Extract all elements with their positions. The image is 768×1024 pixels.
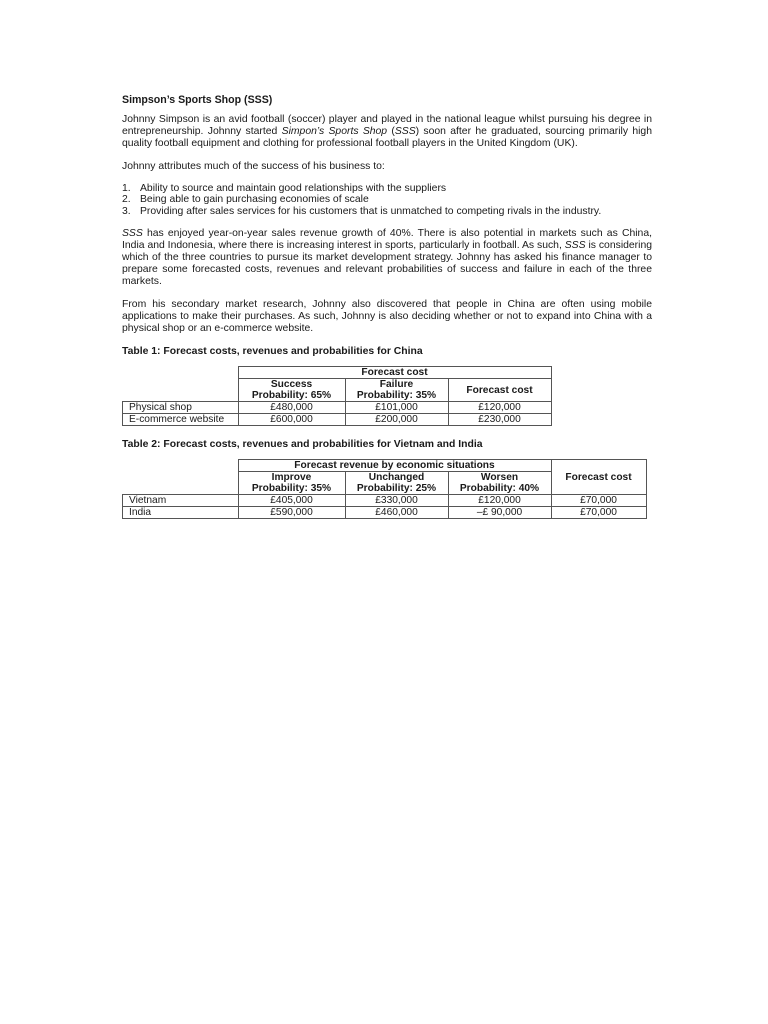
cell-value: £70,000 bbox=[551, 507, 646, 519]
cell-value: £200,000 bbox=[345, 414, 448, 426]
growth-paragraph bbox=[122, 228, 652, 289]
list-item: 3. Providing after sales services for his customers that is unmatched to competing rivals in the industry. bbox=[122, 206, 602, 217]
china-forecast-table bbox=[122, 366, 552, 426]
success-factors-intro: Johnny attributes much of the success of his business to: bbox=[122, 160, 385, 172]
cell-value: £405,000 bbox=[238, 495, 345, 507]
table-header-row bbox=[123, 460, 647, 472]
intro-shop-abbrev: SSS bbox=[394, 126, 416, 138]
intro-text-1: Johnny Simpson is an avid football (soccer) player and played in the national league whilst pursuing his degree in entrepreneurship. Johnny started bbox=[122, 114, 652, 138]
growth-text-1: has enjoyed year-on-year sales revenue growth of 40%. There is also potential in markets such as China, India and Indonesia, where there is increasing interest in sports, particularly in football. As such, bbox=[122, 227, 652, 251]
cell-value: £70,000 bbox=[551, 495, 646, 507]
row-label: Physical shop bbox=[123, 402, 239, 414]
cell-value: £120,000 bbox=[448, 495, 551, 507]
list-item: 2. Being able to gain purchasing economies of scale bbox=[122, 194, 369, 206]
intro-paragraph bbox=[122, 114, 652, 151]
cell-value: £230,000 bbox=[448, 414, 551, 426]
cell-value: £120,000 bbox=[448, 402, 551, 414]
growth-abbrev-1: SSS bbox=[122, 227, 143, 239]
intro-text-2: ( bbox=[387, 126, 395, 138]
row-label: Vietnam bbox=[123, 495, 239, 507]
growth-text-2: is considering which of the three countries to pursue its market development strategy. Johnny has asked his finance manager to prepare some forecasted costs, revenues and relevant probabilities of success and failure in each of the three markets. bbox=[122, 239, 653, 288]
table1-group-header: Forecast cost bbox=[238, 367, 551, 379]
cell-value: £600,000 bbox=[238, 414, 345, 426]
research-paragraph: From his secondary market research, Johnny also discovered that people in China are often using mobile applications to make their purchases. As such, Johnny is also deciding whether or not to expand into China with a physical shop or an e-commerce website. bbox=[122, 298, 652, 335]
table1-caption: Table 1: Forecast costs, revenues and probabilities for China bbox=[122, 346, 423, 358]
cell-value: £590,000 bbox=[238, 507, 345, 519]
row-label: E-commerce website bbox=[123, 414, 239, 426]
table2-cost-header: Forecast cost bbox=[551, 460, 646, 495]
success-factors-list bbox=[122, 183, 652, 218]
document-content bbox=[122, 94, 652, 519]
cell-value: £460,000 bbox=[345, 507, 448, 519]
cell-value: –£ 90,000 bbox=[448, 507, 551, 519]
table-row bbox=[123, 414, 552, 426]
table2-caption: Table 2: Forecast costs, revenues and probabilities for Vietnam and India bbox=[122, 439, 483, 451]
table-row bbox=[123, 495, 647, 507]
row-label: India bbox=[123, 507, 239, 519]
cell-value: £101,000 bbox=[345, 402, 448, 414]
table1-failure-header: Failure Probability: 35% bbox=[345, 379, 448, 402]
document-title: Simpson’s Sports Shop (SSS) bbox=[122, 94, 273, 106]
table-row bbox=[123, 402, 552, 414]
table1-cost-header: Forecast cost bbox=[448, 379, 551, 402]
table2-group-header: Forecast revenue by economic situations bbox=[238, 460, 551, 472]
intro-text-3: ) soon after he graduated, sourcing primarily high quality football equipment and clothing for professional football players in the United Kingdom (UK). bbox=[122, 126, 652, 150]
table2-worsen-header: Worsen Probability: 40% bbox=[448, 472, 551, 495]
cell-value: £480,000 bbox=[238, 402, 345, 414]
list-item: 1. Ability to source and maintain good relationships with the suppliers bbox=[122, 182, 447, 194]
growth-abbrev-2: SSS bbox=[564, 239, 586, 251]
table-header-row bbox=[123, 367, 552, 379]
vietnam-india-forecast-table bbox=[122, 459, 647, 519]
intro-shop-name: Simpon’s Sports Shop bbox=[281, 126, 388, 138]
table-row bbox=[123, 507, 647, 519]
cell-value: £330,000 bbox=[345, 495, 448, 507]
table2-unchanged-header: Unchanged Probability: 25% bbox=[345, 472, 448, 495]
table2-improve-header: Improve Probability: 35% bbox=[238, 472, 345, 495]
table1-success-header: Success Probability: 65% bbox=[238, 379, 345, 402]
